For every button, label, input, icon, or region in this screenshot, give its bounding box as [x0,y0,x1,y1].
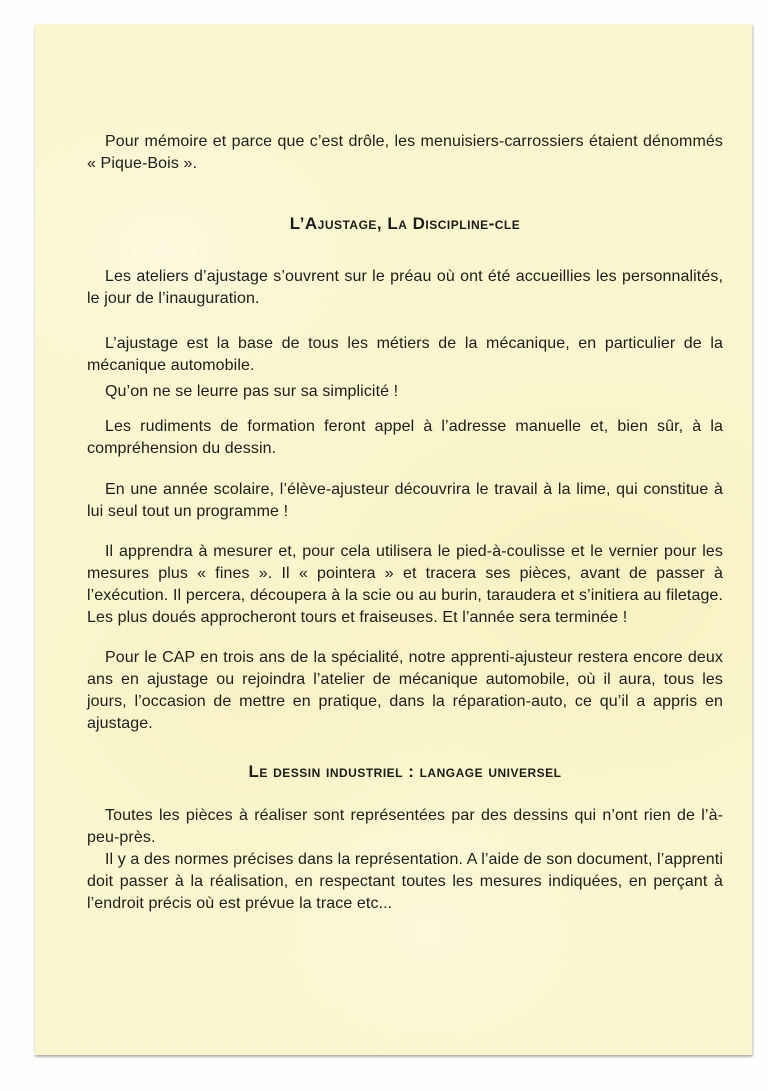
paragraph-apprendra-mesurer: Il apprendra à mesurer et, pour cela utilisera le pied-à-coulisse et le vernier pour les mesures plus « fines ». Il « pointera » et tracera ses pièces, avant de passer à l’exécution. Il percera, découpera à la scie ou au burin, taraudera et s’initiera au filetage. Les plus doués approcheront tours et fraiseuses. Et l’année sera terminée ! [87,543,723,626]
paragraph-pieces-dessins: Toutes les pièces à réaliser sont représentées par des dessins qui n’ont rien de l’à-peu-près. [87,807,723,846]
intro-paragraph: Pour mémoire et parce que c’est drôle, les menuisiers-carrossiers étaient dénommés « Pique-Bois ». [87,133,723,172]
paragraph-rudiments: Les rudiments de formation feront appel à l’adresse manuelle et, bien sûr, à la compréhension du dessin. [87,418,723,457]
section-heading-dessin-industriel: Le dessin industriel : langage universel [248,762,562,781]
paragraph-ateliers: Les ateliers d’ajustage s’ouvrent sur le préau où ont été accueillies les personnalités, le jour de l’inauguration. [87,268,723,307]
paragraph-simplicite: Qu’on ne se leurre pas sur sa simplicité ! [105,383,399,400]
document-page [35,24,752,1055]
paragraph-cap-trois-ans: Pour le CAP en trois ans de la spécialité, notre apprenti-ajusteur restera encore deux ans en ajustage ou rejoindra l’atelier de mécanique automobile, où il aura, tous les jours, l’occasion de mettre en pratique, dans la réparation-auto, ce qu’il a appris en ajustage. [87,649,723,732]
paragraph-annee-scolaire: En une année scolaire, l’élève-ajusteur découvrira le travail à la lime, qui constitue à lui seul tout un programme ! [87,481,723,520]
section-heading-ajustage: L’Ajustage, La Discipline-cle [289,214,521,233]
paragraph-base-metiers: L’ajustage est la base de tous les métiers de la mécanique, en particulier de la mécanique automobile. [87,335,723,374]
paragraph-normes-precises: Il y a des normes précises dans la représentation. A l’aide de son document, l’apprenti doit passer à la réalisation, en respectant toutes les mesures indiquées, en perçant à l’endroit précis où est prévue la trace etc... [87,851,723,912]
